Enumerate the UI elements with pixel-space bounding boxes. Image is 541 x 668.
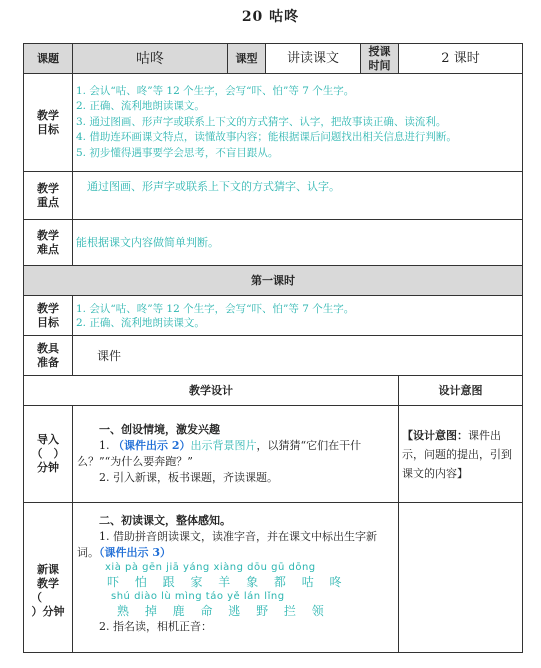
new-lesson-p1-blue: （课件出示 3） <box>99 546 171 559</box>
header-row <box>24 44 523 74</box>
time-label-line-1: 授课 <box>368 44 391 58</box>
difficulty-row <box>24 220 523 266</box>
intro-intent <box>399 406 523 503</box>
topic-value: 咕咚 <box>73 44 228 74</box>
goals-row <box>24 74 523 172</box>
key-points-label-line-2: 重点 <box>37 195 59 209</box>
goals-label-line-2: 目标 <box>37 122 59 136</box>
intro-heading: 一、创设情境，激发兴趣 <box>99 423 220 436</box>
pinyin-line-2: shú diào lù mìng táo yě lán lǐng <box>111 591 285 602</box>
period-title: 第一课时 <box>24 266 523 296</box>
design-header-row <box>24 376 523 406</box>
time-value: 2 课时 <box>399 44 523 74</box>
tools-label <box>24 336 73 376</box>
intro-p1-teal: 出示背景图片 <box>190 439 257 452</box>
goal-item: 4. 借助连环画课文特点，读懂故事内容；能根据课后问题找出相关信息进行判断。 <box>76 131 457 144</box>
new-lesson-paragraph-2: 2. 指名读，相机正音： <box>99 620 212 633</box>
period-goals-content <box>73 296 523 336</box>
difficulty-label <box>24 220 73 266</box>
period-row <box>24 266 523 296</box>
intro-intent-text: 课件出示，问题的提出，引到课文的内容】 <box>402 428 512 480</box>
new-lesson-p1-text: 1. 借助拼音朗读课文，读准字音，并在课文中标出生字新词。 <box>77 530 377 559</box>
goals-label-line-1: 教学 <box>37 108 59 122</box>
intro-label-line-3: 分钟 <box>37 461 59 474</box>
intro-label <box>24 406 73 503</box>
new-lesson-heading: 二、初读课文，整体感知。 <box>99 514 231 527</box>
page-title: 20 咕咚 <box>241 9 300 25</box>
intro-content <box>73 406 399 503</box>
goal-item: 5. 初步懂得遇事要学会思考，不盲目跟从。 <box>76 146 279 159</box>
key-points-row <box>24 172 523 220</box>
intro-p1-prefix: 1. <box>99 439 113 452</box>
type-label: 课型 <box>228 44 266 74</box>
lesson-plan-table <box>23 43 523 653</box>
design-header: 教学设计 <box>24 376 399 406</box>
new-lesson-label-line-4: ）分钟 <box>31 605 65 618</box>
intro-label-line-1: 导入 <box>37 433 59 446</box>
period-goals-label-line-1: 教学 <box>37 301 59 315</box>
time-label <box>361 44 399 74</box>
difficulty-label-line-2: 难点 <box>37 242 59 256</box>
new-lesson-label-line-3: （ <box>31 591 42 604</box>
intro-row <box>24 406 523 503</box>
tools-row <box>24 336 523 376</box>
period-goal-item: 1. 会认“咕、咚”等 12 个生字，会写“吓、怕”等 7 个生字。 <box>76 302 355 315</box>
intro-intent-label: 【设计意图： <box>402 428 468 442</box>
key-points-label-line-1: 教学 <box>37 181 59 195</box>
goals-content <box>73 74 523 172</box>
period-goals-label <box>24 296 73 336</box>
new-lesson-label <box>24 503 73 653</box>
hanzi-line-2: 熟 掉 鹿 命 逃 野 拦 领 <box>117 604 330 618</box>
intro-paragraph-1 <box>77 438 395 470</box>
period-goals-row <box>24 296 523 336</box>
goals-label <box>24 74 73 172</box>
goal-item: 3. 通过图画、形声字或联系上下文的方式猜字、认字，把故事读正确、读流利。 <box>76 115 447 128</box>
intro-p1-blue: （课件出示 2） <box>113 439 191 452</box>
period-goals-label-line-2: 目标 <box>37 315 59 329</box>
key-points-text: 通过图画、形声字或联系上下文的方式猜字、认字。 <box>73 172 523 220</box>
pinyin-line-1: xià pà gēn jiā yáng xiàng dōu gū dōng <box>105 562 316 573</box>
period-goal-item: 2. 正确、流利地朗读课文。 <box>76 316 205 329</box>
type-value: 讲读课文 <box>266 44 361 74</box>
topic-label: 课题 <box>24 44 73 74</box>
new-lesson-content <box>73 503 399 653</box>
hanzi-line-1: 吓 怕 跟 家 羊 象 都 咕 咚 <box>107 575 348 589</box>
goal-item: 2. 正确、流利地朗读课文。 <box>76 100 205 113</box>
time-label-line-2: 时间 <box>368 58 391 72</box>
key-points-label <box>24 172 73 220</box>
goal-item: 1. 会认“咕、咚”等 12 个生字，会写“吓、怕”等 7 个生字。 <box>76 84 355 97</box>
intent-header: 设计意图 <box>399 376 523 406</box>
intro-p1-rest: ，以猜猜“它们在干什么？”“为什么要奔跑？” <box>77 439 362 468</box>
new-lesson-label-line-2: 教学 <box>37 577 59 590</box>
tools-text: 课件 <box>73 336 523 376</box>
new-lesson-label-line-1: 新课 <box>37 563 59 576</box>
intro-paragraph-2: 2. 引入新课，板书课题，齐读课题。 <box>99 471 278 484</box>
new-lesson-intent <box>399 503 523 653</box>
difficulty-label-line-1: 教学 <box>37 228 59 242</box>
new-lesson-paragraph-1 <box>77 529 395 561</box>
tools-label-line-1: 教具 <box>37 341 59 355</box>
difficulty-text: 能根据课文内容做简单判断。 <box>73 220 523 266</box>
tools-label-line-2: 准备 <box>37 355 59 369</box>
intro-label-line-2: （ ） <box>31 447 65 460</box>
new-lesson-row <box>24 503 523 653</box>
